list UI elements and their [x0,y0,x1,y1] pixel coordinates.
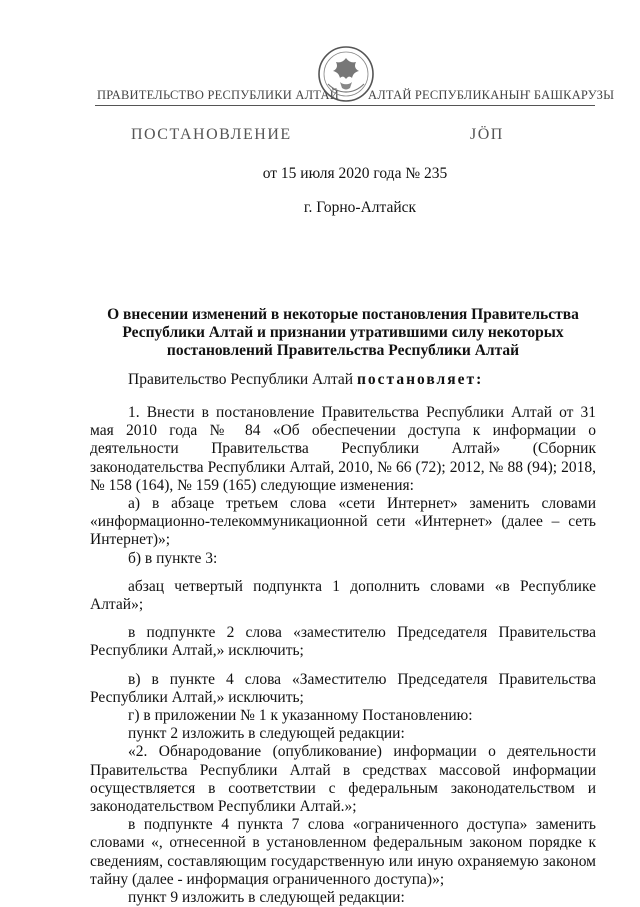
doc-type-alt: ЈӦП [470,126,504,143]
doc-city: г. Горно-Алтайск [303,199,417,216]
header-org-alt: АЛТАЙ РЕСПУБЛИКАНЫҤ БАШКАРУЗЫ [368,88,615,102]
header-divider [95,105,595,106]
body-paragraph: г) в приложении № 1 к указанному Постановлению: [128,707,473,725]
intro-text: Правительство Республики Алтай [128,371,354,388]
doc-body [90,404,596,907]
body-paragraph: а) в абзаце третьем слова «сети Интернет» заменить словами «информационно-телекоммуникационной сети «Интернет» (далее – сеть Интернет)»; [90,495,596,549]
doc-title: О внесении изменений в некоторые постановления Правительства Республики Алтай и признании утратившими силу некоторых постановлений Правительства Республики Алтай [107,306,579,359]
intro-verb: постановляет: [356,371,484,388]
body-paragraph: в подпункте 2 слова «заместителю Председателя Правительства Республики Алтай,» исключить; [90,624,596,660]
body-paragraph: в подпункте 4 пункта 7 слова «ограниченного доступа» заменить словами «, отнесенной в установленном федеральным законом порядке к сведениям, составляющим государственную или иную охраняемую законом тайну (далее - информация ограниченного доступа)»; [90,816,596,888]
body-paragraph: в) в пункте 4 слова «Заместителю Председателя Правительства Республики Алтай,» исключить; [90,670,596,706]
doc-type-ru: ПОСТАНОВЛЕНИЕ [131,126,292,143]
body-paragraph: пункт 2 изложить в следующей редакции: [128,725,405,743]
doc-date: от 15 июля 2020 года № 235 [262,165,448,182]
body-paragraph: 1. Внести в постановление Правительства Республики Алтай от 31 мая 2010 года № 84 «Об обеспечении доступа к информации о деятельности Правительства Республики Алтай» (Сборник законодательства Республики Алтай, 2010, № 66 (72); 2012, № 88 (94); 2018, № 158 (164), № 159 (165) следующие изменения: [90,404,596,494]
header-org-ru: ПРАВИТЕЛЬСТВО РЕСПУБЛИКИ АЛТАЙ [97,88,339,102]
body-paragraph: абзац четвертый подпункта 1 дополнить словами «в Республике Алтай»; [90,577,596,614]
coat-of-arms-icon [316,44,376,104]
body-paragraph: б) в пункте 3: [128,549,218,567]
intro-line [128,371,483,389]
body-paragraph: «2. Обнародование (опубликование) информации о деятельности Правительства Республики Алтай в средствах массовой информации осуществляется в соответствии с федеральным законодательством и законодательством Республики Алтай.»; [90,743,596,816]
body-paragraph: пункт 9 изложить в следующей редакции: [128,889,405,907]
